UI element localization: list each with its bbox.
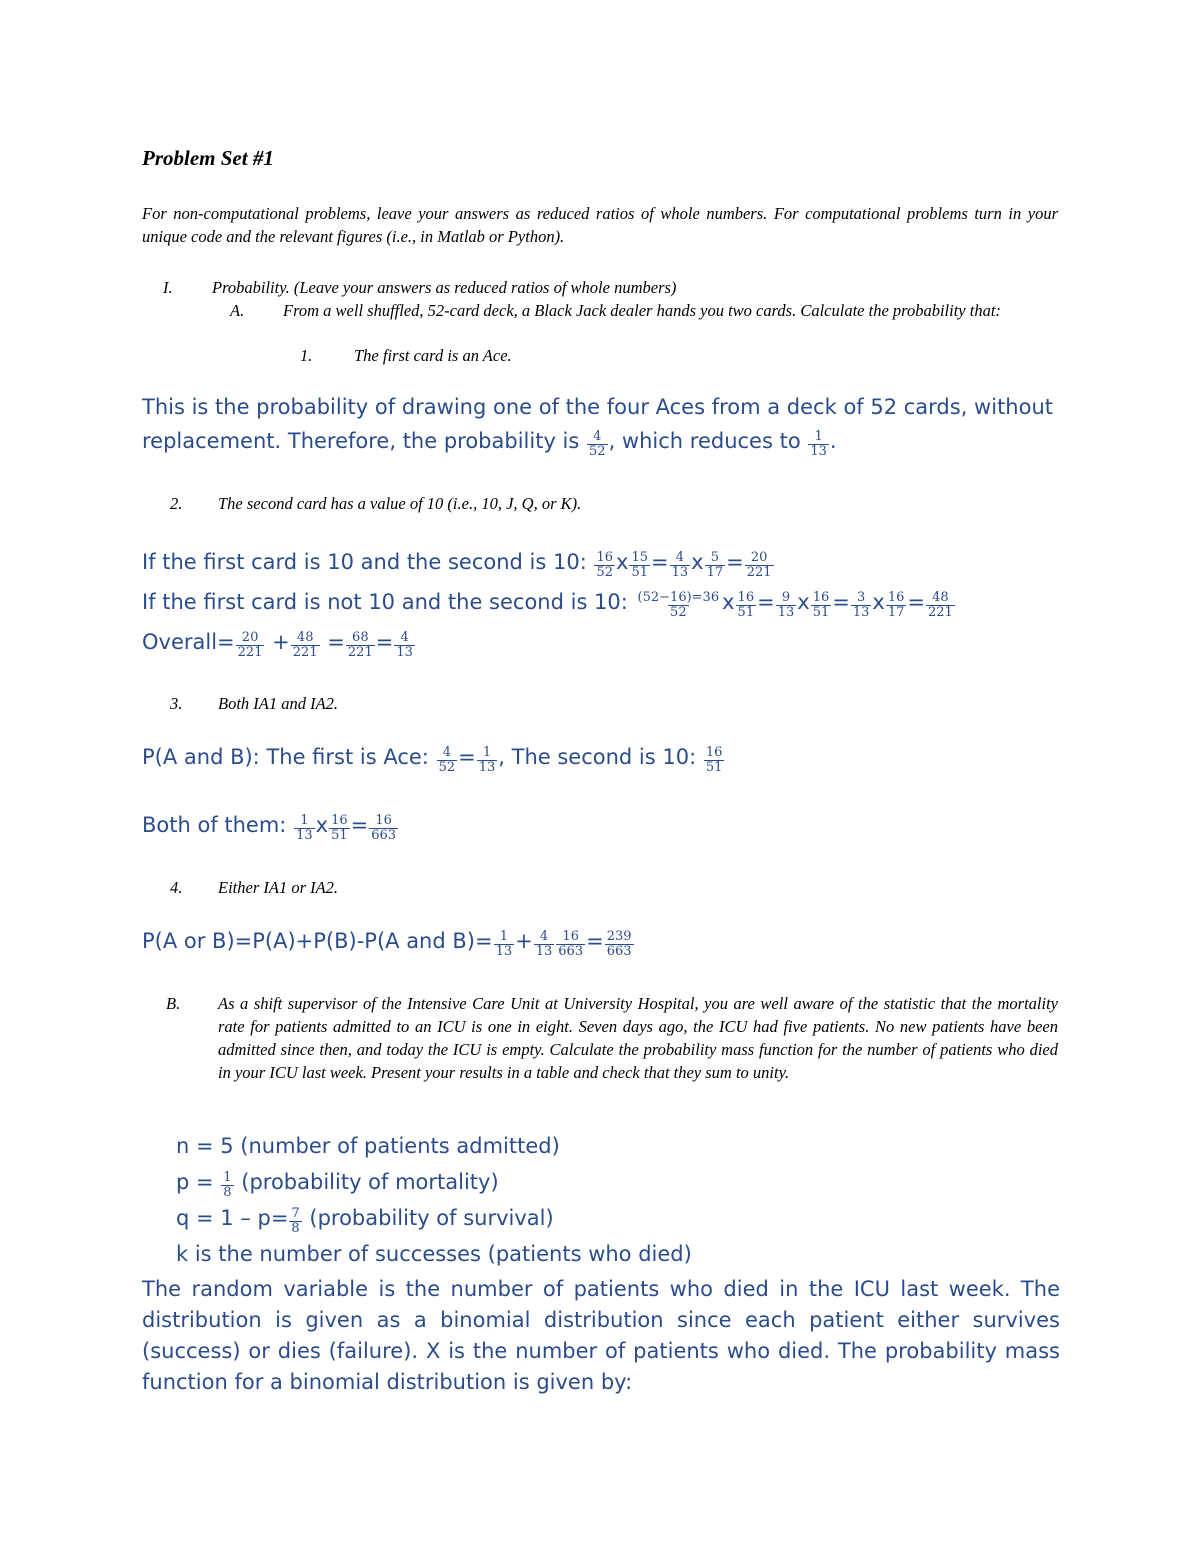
q-label: q = 1 – p= <box>176 1206 289 1230</box>
answer-4-label: P(A or B)=P(A)+P(B)-P(A and B)= <box>142 929 493 953</box>
denominator: 51 <box>737 604 755 620</box>
denominator: 52 <box>589 443 606 459</box>
fraction <box>851 591 872 620</box>
part-b-text: As a shift supervisor of the Intensive Care Unit at University Hospital, you are well aware of the statistic that the mortality rate for patients admitted to an ICU is one in eight. Seven days ago, the ICU had five patients. No new patients have been admitted since then, and today the ICU is empty. Calculate the probability mass function for the number of patients who died in your ICU last week. Present your results in a table and check that they sum to unity. <box>218 994 1058 1082</box>
numerator: 15 <box>631 549 649 565</box>
numerator: 16 <box>705 744 723 760</box>
overall-label: Overall= <box>142 630 235 654</box>
numerator: 48 <box>296 629 314 645</box>
numerator: 1 <box>814 428 823 444</box>
fraction-4-52 <box>587 430 608 459</box>
fraction <box>221 1171 233 1200</box>
equals-sign: = <box>651 550 669 574</box>
fraction <box>236 631 265 660</box>
equals-sign: = <box>832 590 850 614</box>
fraction <box>289 1207 301 1236</box>
fraction <box>369 814 398 843</box>
answer-4 <box>142 924 1042 958</box>
page-title: Problem Set #1 <box>142 146 274 170</box>
answer-2 <box>142 542 1042 662</box>
equals-sign: = <box>350 813 369 837</box>
denominator: 221 <box>927 604 953 620</box>
question-2-number: 2. <box>170 494 183 513</box>
denominator: 663 <box>558 943 584 959</box>
fraction <box>346 631 375 660</box>
denominator: 52 <box>438 759 456 775</box>
fraction <box>291 631 320 660</box>
part-a-number: A. <box>230 301 245 320</box>
definition-q <box>176 1200 1056 1236</box>
both-label: Both of them: <box>142 813 287 837</box>
denominator: 13 <box>296 827 313 843</box>
answer-2-line-3 <box>142 622 1042 662</box>
fraction <box>636 591 722 620</box>
numerator: 4 <box>442 744 451 760</box>
numerator: 16 <box>331 812 348 828</box>
question-4-number: 4. <box>170 878 183 897</box>
fraction-1-13 <box>808 430 829 459</box>
denominator: 221 <box>237 644 263 660</box>
answer-3-line-2 <box>142 808 1042 842</box>
numerator: 9 <box>781 589 791 605</box>
numerator: 7 <box>291 1205 300 1221</box>
denominator: 13 <box>671 564 689 580</box>
numerator: 16 <box>737 589 755 605</box>
denominator: 663 <box>606 943 632 959</box>
definition-p <box>176 1164 1056 1200</box>
fraction <box>594 551 615 580</box>
denominator: 13 <box>396 644 413 660</box>
fraction <box>329 814 350 843</box>
definition-k: k is the number of successes (patients who died) <box>176 1242 692 1266</box>
equals-sign: = <box>586 929 604 953</box>
plus-sign: + <box>272 630 290 654</box>
numerator: 20 <box>750 549 768 565</box>
times-sign: x <box>872 590 885 614</box>
answer-1-text-mid: , which reduces to <box>608 429 801 453</box>
numerator: 16 <box>887 589 905 605</box>
question-3-text: Both IA1 and IA2. <box>218 694 339 713</box>
denominator: 221 <box>746 564 772 580</box>
fraction <box>776 591 797 620</box>
answer-3-mid-text: , The second is 10: <box>498 745 697 769</box>
question-1-number: 1. <box>300 346 313 365</box>
denominator: 13 <box>852 604 870 620</box>
denominator: 52 <box>670 604 687 620</box>
numerator: 4 <box>675 549 685 565</box>
denominator: 51 <box>705 759 723 775</box>
answer-1-text: replacement. Therefore, the probability is <box>142 429 580 453</box>
equals-sign: = <box>726 550 744 574</box>
p-label: p = <box>176 1170 214 1194</box>
answer-3-line-1 <box>142 740 1042 774</box>
equals-sign: = <box>757 590 775 614</box>
fraction <box>670 551 691 580</box>
denominator: 221 <box>292 644 318 660</box>
q-description: (probability of survival) <box>309 1206 554 1230</box>
denominator: 663 <box>371 827 397 843</box>
fraction <box>704 746 725 775</box>
fraction <box>605 930 634 959</box>
numerator: 1 <box>499 928 508 944</box>
fraction <box>534 930 555 959</box>
numerator: 239 <box>606 928 632 944</box>
p-description: (probability of mortality) <box>241 1170 499 1194</box>
fraction <box>886 591 907 620</box>
fraction <box>294 814 315 843</box>
question-4-text: Either IA1 or IA2. <box>218 878 339 897</box>
denominator: 51 <box>631 564 649 580</box>
answer-1-line-1: This is the probability of drawing one of the four Aces from a deck of 52 cards, without <box>142 395 1053 419</box>
fraction <box>556 930 585 959</box>
denominator: 13 <box>478 759 496 775</box>
fraction <box>736 591 757 620</box>
denominator: 17 <box>706 564 724 580</box>
section-number: I. <box>163 278 173 297</box>
fraction <box>926 591 955 620</box>
fraction <box>394 631 415 660</box>
fraction <box>811 591 832 620</box>
numerator: 5 <box>710 549 720 565</box>
denominator: 8 <box>223 1184 232 1200</box>
plus-sign: + <box>515 929 533 953</box>
answer-2-line-2 <box>142 582 1042 622</box>
numerator: 16 <box>562 928 579 944</box>
part-a-text: From a well shuffled, 52-card deck, a Black Jack dealer hands you two cards. Calculate the probability that: <box>283 301 1001 320</box>
answer-2-case-2-label: If the first card is not 10 and the second is 10: <box>142 590 628 614</box>
fraction <box>437 746 458 775</box>
numerator: 16 <box>596 549 614 565</box>
denominator: 13 <box>535 943 553 959</box>
question-2-text: The second card has a value of 10 (i.e., 10, J, Q, or K). <box>218 494 582 513</box>
denominator: 13 <box>495 943 513 959</box>
equals-sign: = <box>458 745 476 769</box>
numerator: 16 <box>375 812 392 828</box>
answer-2-case-1-label: If the first card is 10 and the second is 10: <box>142 550 587 574</box>
fraction <box>629 551 650 580</box>
numerator: 1 <box>482 744 492 760</box>
definition-n: n = 5 (number of patients admitted) <box>176 1134 560 1158</box>
numerator: 4 <box>539 928 549 944</box>
denominator: 221 <box>347 644 373 660</box>
fraction <box>494 930 515 959</box>
denominator: 13 <box>777 604 795 620</box>
numerator: (52−16)=36 <box>637 589 720 605</box>
numerator: 20 <box>241 629 259 645</box>
times-sign: x <box>616 550 629 574</box>
denominator: 13 <box>810 443 827 459</box>
times-sign: x <box>691 550 704 574</box>
denominator: 17 <box>887 604 905 620</box>
equals-sign: = <box>907 590 925 614</box>
answer-b-definitions <box>176 1128 1056 1272</box>
numerator: 4 <box>400 629 409 645</box>
fraction <box>745 551 774 580</box>
numerator: 1 <box>300 812 309 828</box>
times-sign: x <box>797 590 810 614</box>
fraction <box>705 551 726 580</box>
fraction <box>477 746 498 775</box>
equals-sign: = <box>327 630 345 654</box>
denominator: 51 <box>331 827 348 843</box>
answer-2-line-1 <box>142 542 1042 582</box>
answer-3-label: P(A and B): The first is Ace: <box>142 745 429 769</box>
numerator: 68 <box>352 629 369 645</box>
intro-paragraph: For non-computational problems, leave your answers as reduced ratios of whole numbers. For computational problems turn in your unique code and the relevant figures (i.e., in Matlab or Python). <box>142 204 1058 246</box>
denominator: 52 <box>596 564 614 580</box>
answer-b-paragraph: The random variable is the number of patients who died in the ICU last week. The distribution is given as a binomial distribution since each patient either survives (success) or dies (failure). X is the number of patients who died. The probability mass function for a binomial distribution is given by: <box>142 1277 1060 1394</box>
part-b-number: B. <box>166 994 181 1013</box>
answer-1-period: . <box>829 429 837 453</box>
denominator: 51 <box>812 604 830 620</box>
equals-sign: = <box>375 630 394 654</box>
numerator: 16 <box>812 589 830 605</box>
question-1-text: The first card is an Ace. <box>354 346 512 365</box>
numerator: 4 <box>593 428 602 444</box>
question-3-number: 3. <box>170 694 183 713</box>
answer-1 <box>142 390 1062 458</box>
numerator: 48 <box>932 589 949 605</box>
answer-1-line-2 <box>142 424 1062 458</box>
numerator: 3 <box>856 589 866 605</box>
times-sign: x <box>722 590 735 614</box>
denominator: 8 <box>291 1220 300 1236</box>
numerator: 1 <box>223 1169 232 1185</box>
section-title: Probability. (Leave your answers as reduced ratios of whole numbers) <box>212 278 677 297</box>
times-sign: x <box>315 813 329 837</box>
